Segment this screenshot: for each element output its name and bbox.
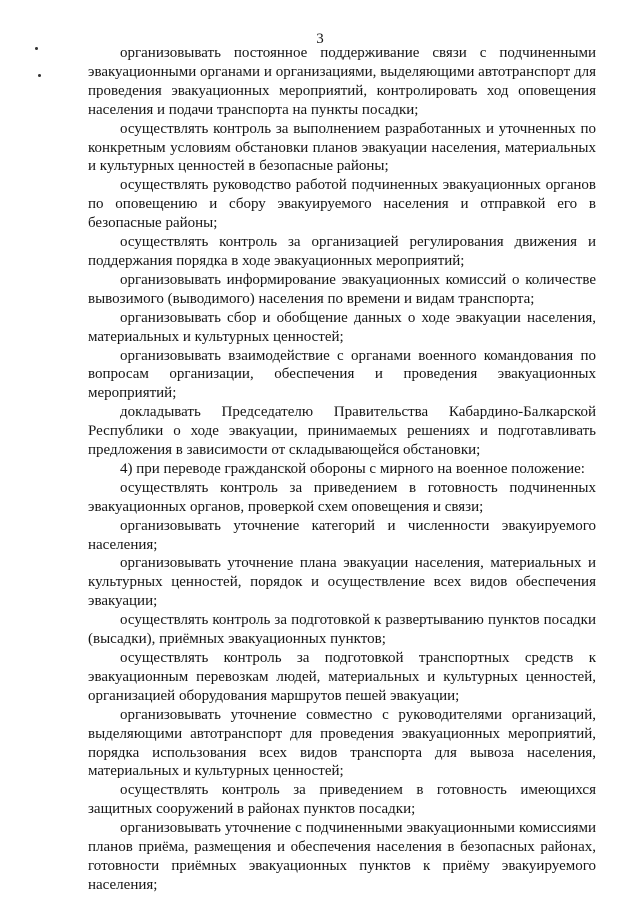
paragraph: осуществлять контроль за подготовкой к развертыванию пунктов посадки (высадки), приёмных эвакуационных пунктов; [88, 612, 596, 648]
paragraph: осуществлять контроль за выполнением разработанных и уточненных по конкретным условиям обстановки планов эвакуации населения, материальных и культурных ценностей в безопасные районы; [88, 120, 596, 175]
paragraph: организовывать уточнение плана эвакуации населения, материальных и культурных ценностей, порядок и осуществление всех видов обеспечения эвакуации; [88, 555, 596, 610]
paragraph: организовывать уточнение с подчиненными эвакуационными комиссиями планов приёма, размещения и обеспечения населения в безопасных районах, готовности приёмных эвакуационных пунктов к приёму эвакуируемого населения; [88, 820, 596, 893]
paragraph: организовывать постоянное поддерживание связи с подчиненными эвакуационными органами и организациями, выделяющими автотранспорт для проведения эвакуационных мероприятий, контролировать ход оповещения населения и подачи транспорта на пункты посадки; [88, 45, 596, 118]
paragraph: осуществлять контроль за организацией регулирования движения и поддержания порядка в ходе эвакуационных мероприятий; [88, 234, 596, 269]
paragraph: организовывать информирование эвакуационных комиссий о количестве вывозимого (выводимого) населения по времени и видам транспорта; [88, 271, 596, 307]
paragraph: организовывать уточнение категорий и численности эвакуируемого населения; [88, 517, 596, 553]
page-number: 3 [316, 31, 324, 47]
paragraph: организовывать сбор и обобщение данных о ходе эвакуации населения, материальных и культурных ценностей; [88, 309, 596, 345]
paragraph: организовывать взаимодействие с органами военного командования по вопросам организации, обеспечения и проведения эвакуационных мероприятий; [88, 347, 596, 402]
document-body [88, 44, 596, 895]
paragraph: осуществлять контроль за приведением в готовность подчиненных эвакуационных органов, проверкой схем оповещения и связи; [88, 479, 596, 515]
paragraph: докладывать Председателю Правительства Кабардино-Балкарской Республики о ходе эвакуации, принимаемых решениях и подготавливать предложения в зависимости от складывающейся обстановки; [88, 404, 596, 459]
paragraph: осуществлять контроль за приведением в готовность имеющихся защитных сооружений в районах пунктов посадки; [88, 782, 596, 818]
scan-speck [35, 47, 38, 50]
section-heading: 4) при переводе гражданской обороны с мирного на военное положение: [120, 460, 585, 477]
paragraph: осуществлять контроль за подготовкой транспортных средств к эвакуационным перевозкам людей, материальных и культурных ценностей, организацией оборудования маршрутов пешей эвакуации; [88, 650, 596, 704]
scan-speck [38, 74, 41, 77]
paragraph: организовывать уточнение совместно с руководителями организаций, выделяющими автотранспорт для проведения эвакуационных мероприятий, порядка использования всех видов транспорта для вывоза населения, материальных и культурных ценностей; [88, 706, 596, 780]
paragraph: осуществлять руководство работой подчиненных эвакуационных органов по оповещению и сбору эвакуируемого населения и отправкой его в безопасные районы; [88, 177, 596, 232]
